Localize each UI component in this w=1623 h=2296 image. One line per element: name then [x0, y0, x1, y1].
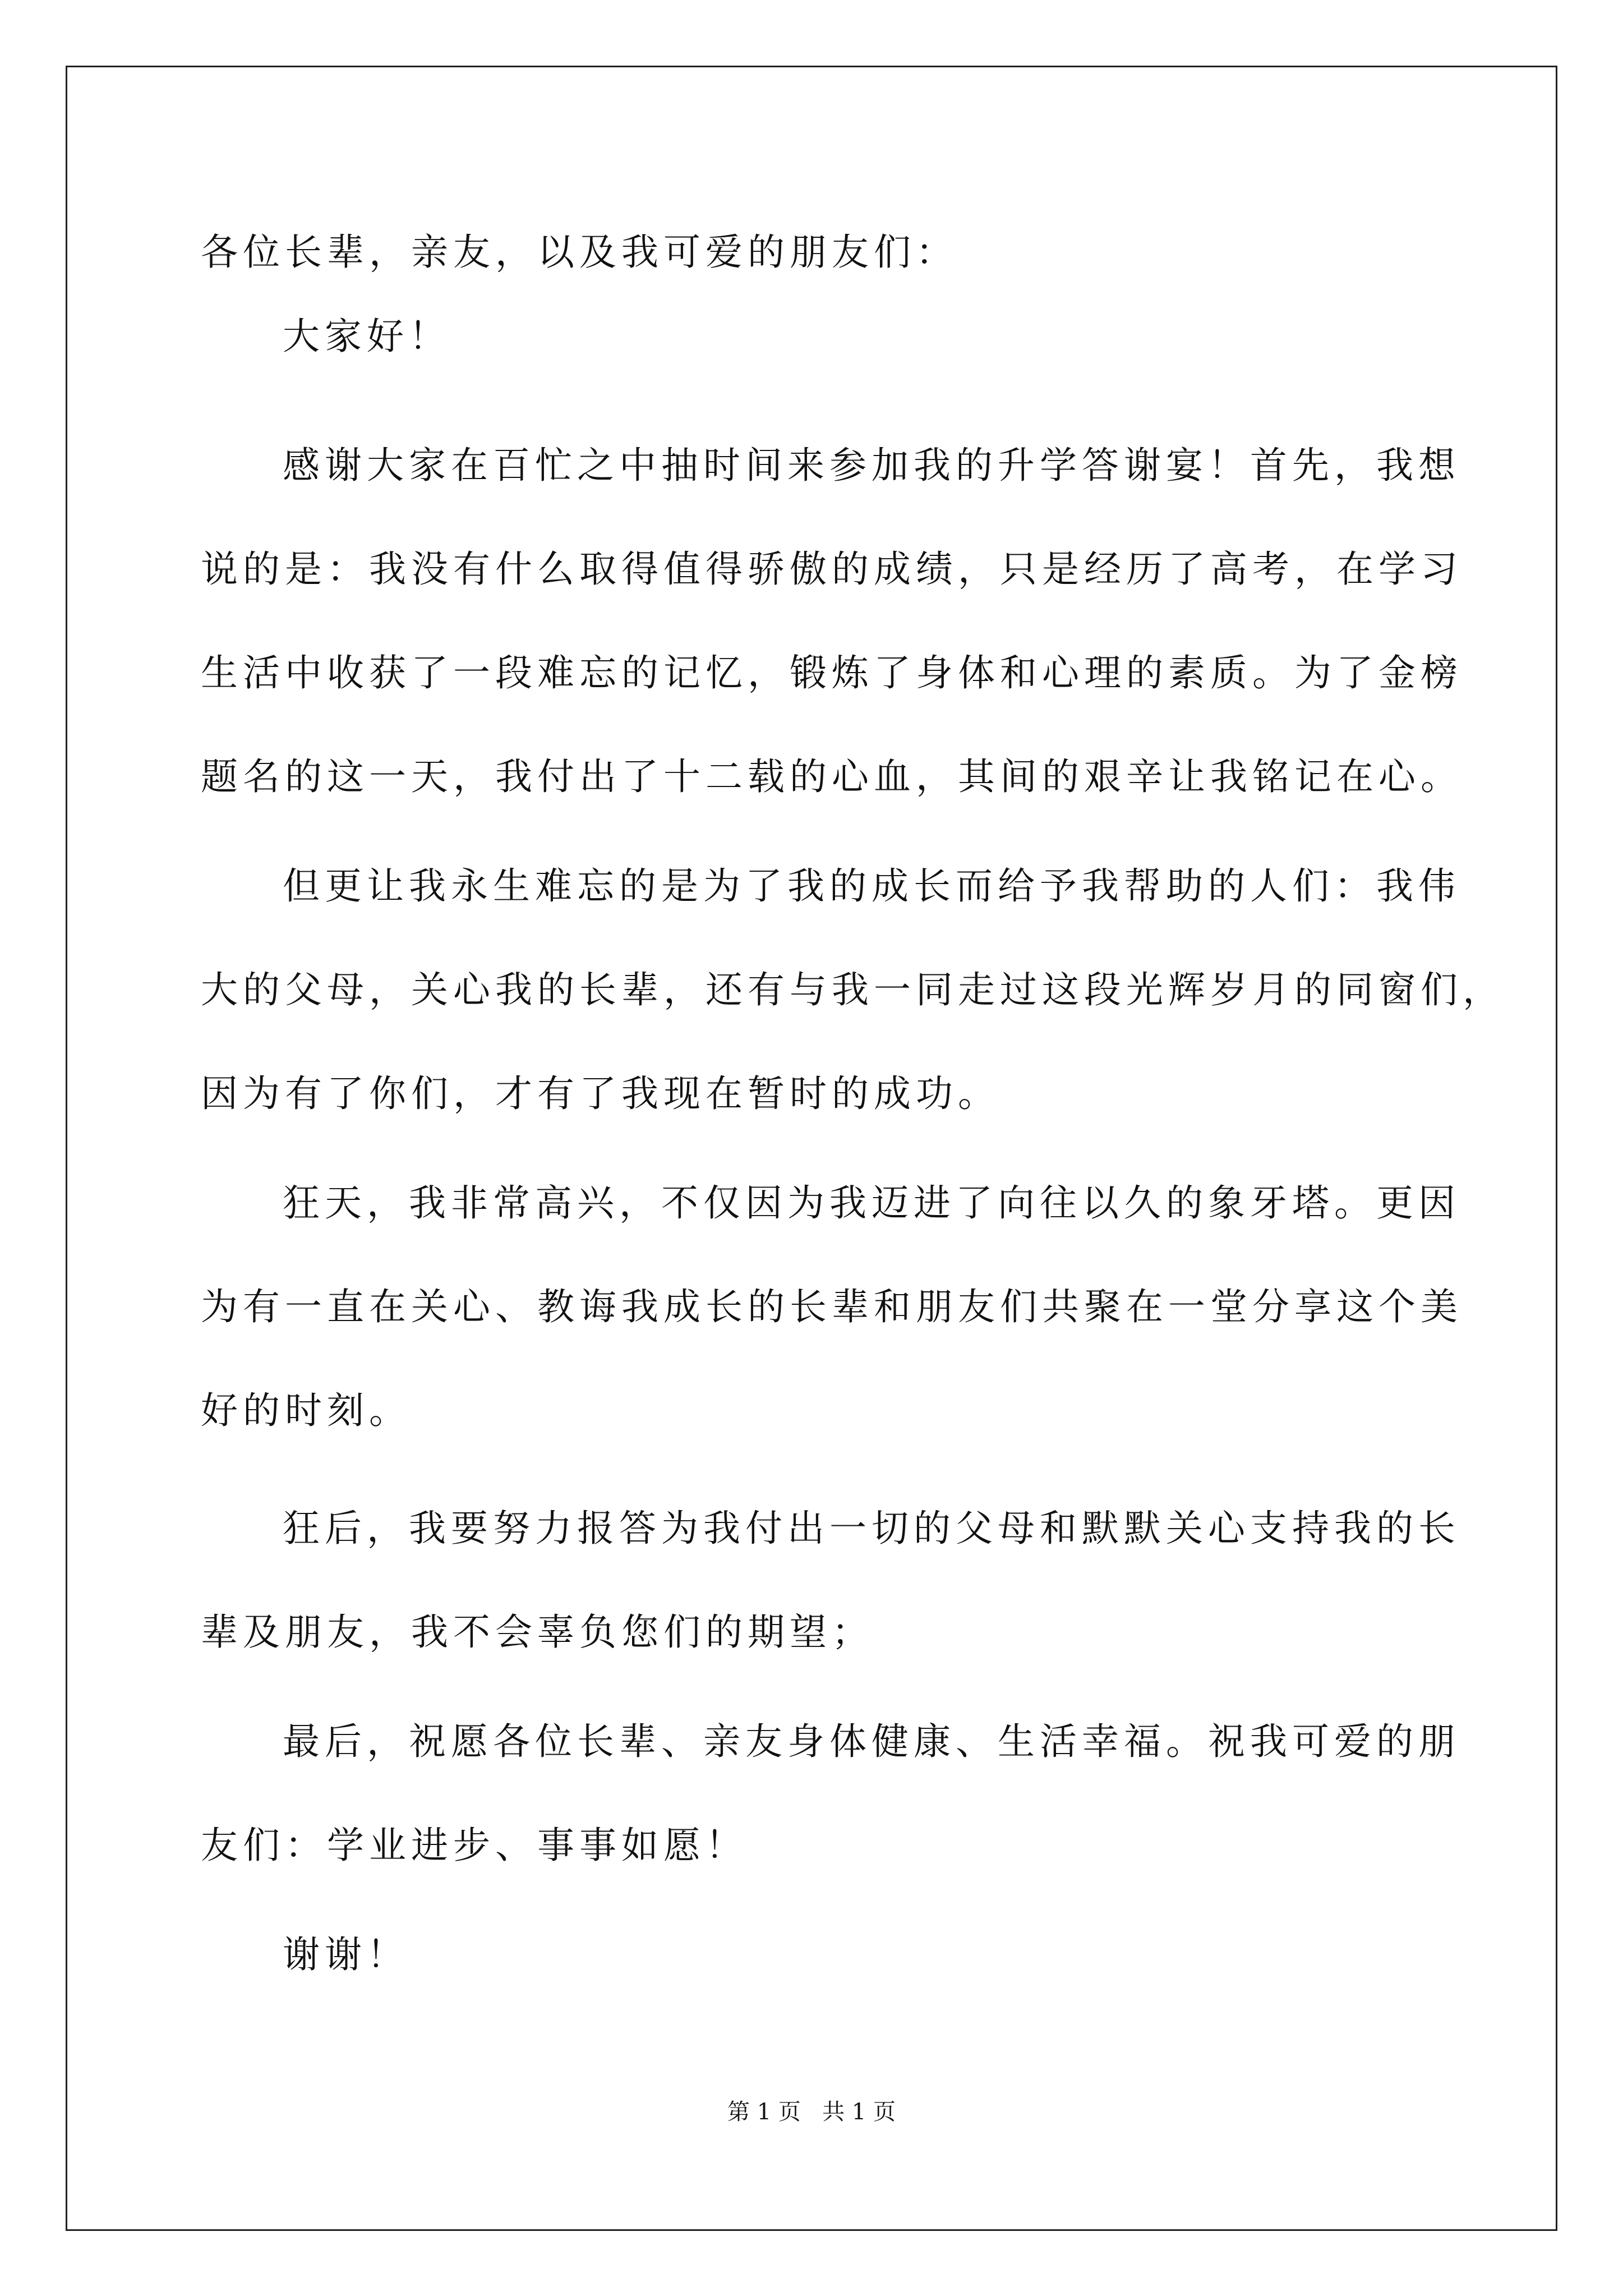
paragraph-1-line-3: 生活中收获了一段难忘的记忆，锻炼了身体和心理的素质。为了金榜 [201, 651, 1463, 694]
paragraph-3-line-1: 狂天，我非常高兴，不仅因为我迈进了向往以久的象牙塔。更因 [283, 1181, 1460, 1225]
paragraph-3-line-2: 为有一直在关心、教诲我成长的长辈和朋友们共聚在一堂分享这个美 [201, 1285, 1463, 1328]
page-number-footer: 第 1 页 共 1 页 [727, 2099, 896, 2125]
paragraph-2-line-3: 因为有了你们，才有了我现在暂时的成功。 [201, 1072, 1000, 1115]
paragraph-4-line-1: 狂后，我要努力报答为我付出一切的父母和默默关心支持我的长 [283, 1507, 1460, 1550]
paragraph-2-line-1: 但更让我永生难忘的是为了我的成长而给予我帮助的人们：我伟 [283, 864, 1460, 908]
closing-thanks: 谢谢！ [283, 1933, 409, 1976]
page-border [66, 66, 1557, 2231]
paragraph-5-line-1: 最后，祝愿各位长辈、亲友身体健康、生活幸福。祝我可爱的朋 [283, 1720, 1460, 1763]
paragraph-5-line-2: 友们：学业进步、事事如愿！ [201, 1824, 748, 1867]
paragraph-2-line-2: 大的父母，关心我的长辈，还有与我一同走过这段光辉岁月的同窗们， [201, 968, 1505, 1011]
greeting-line: 大家好！ [283, 315, 451, 358]
paragraph-1-line-4: 题名的这一天，我付出了十二载的心血，其间的艰辛让我铭记在心。 [201, 755, 1463, 798]
paragraph-1-line-2: 说的是：我没有什么取得值得骄傲的成绩，只是经历了高考，在学习 [201, 547, 1463, 591]
paragraph-4-line-2: 辈及朋友，我不会辜负您们的期望； [201, 1611, 874, 1654]
paragraph-3-line-3: 好的时刻。 [201, 1389, 411, 1432]
paragraph-1-line-1: 感谢大家在百忙之中抽时间来参加我的升学答谢宴！首先，我想 [283, 444, 1460, 487]
salutation-line: 各位长辈，亲友，以及我可爱的朋友们： [201, 231, 958, 274]
